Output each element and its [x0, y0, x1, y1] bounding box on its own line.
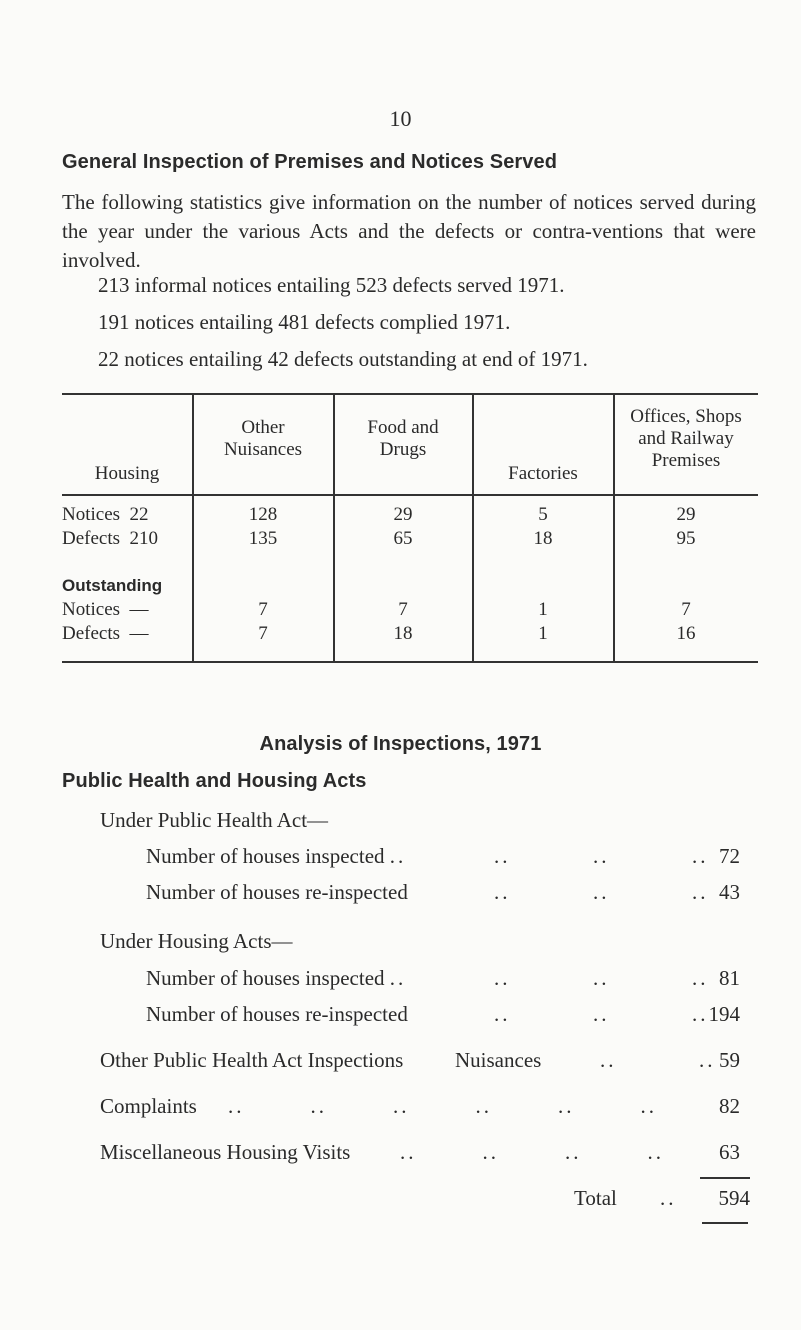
- row-label-text: Defects: [62, 528, 121, 549]
- row-label-notices: [62, 503, 149, 527]
- ph-reinspected-value: 43: [719, 880, 740, 904]
- total-label: Total: [574, 1186, 617, 1210]
- cell-food-out-notices: 7: [398, 599, 408, 620]
- cell-factories-out-defects: 1: [538, 623, 548, 644]
- header-housing: [62, 393, 192, 494]
- leader-dots: .. .. ..: [494, 966, 709, 990]
- ph-reinspected-label: Number of houses re-inspected: [146, 880, 408, 904]
- leader-dots: .. .. ..: [494, 880, 709, 904]
- row-label-value: 210: [129, 528, 159, 549]
- complaints-label: Complaints: [100, 1094, 197, 1118]
- header-food-drugs: [334, 393, 472, 494]
- ph-inspected-label: Number of houses inspected ..: [146, 844, 407, 868]
- cell-offices-defects: 95: [676, 528, 696, 549]
- leader-dots: .. .. .. .. .. ..: [228, 1094, 657, 1118]
- leader-dots: .. ..: [600, 1048, 716, 1072]
- notices-outstanding-line: 22 notices entailing 42 defects outstanding at end of 1971.: [98, 347, 588, 371]
- header-offices-label: Offices, Shops: [630, 406, 742, 427]
- cell-other-defects: 135: [248, 528, 278, 549]
- total-value: 594: [718, 1186, 750, 1210]
- row-label-text: Notices: [62, 504, 121, 525]
- leader-dots: .. .. .. ..: [400, 1140, 664, 1164]
- cell-food-defects: 65: [393, 528, 413, 549]
- misc-housing-visits-label: Miscellaneous Housing Visits: [100, 1140, 351, 1164]
- header-factories: [473, 393, 613, 494]
- ha-inspected-value: 81: [719, 966, 740, 990]
- nuisances-label: Nuisances: [455, 1048, 542, 1072]
- section-heading-general-inspection: General Inspection of Premises and Notices Served: [62, 151, 558, 173]
- informal-notices-line: 213 informal notices entailing 523 defects served 1971.: [98, 273, 565, 297]
- cell-food-out-defects: 18: [393, 623, 413, 644]
- cell-offices-out-defects: 16: [676, 623, 696, 644]
- header-drugs-label: Drugs: [379, 439, 427, 460]
- cell-other-out-defects: 7: [258, 623, 268, 644]
- notices-table: [62, 393, 758, 663]
- other-ph-value: 59: [719, 1048, 740, 1072]
- cell-factories-defects: 18: [533, 528, 553, 549]
- header-food-label: Food and: [367, 417, 439, 438]
- ha-inspected-text: Number of houses inspected: [146, 966, 385, 990]
- row-label-outstanding-defects: [62, 622, 149, 646]
- intro-paragraph: The following statistics give information on the number of notices served during the year under the various Acts and the defects or contra-ventions that were involved.: [62, 190, 756, 272]
- table-header-rule: [62, 494, 758, 496]
- misc-housing-visits-value: 63: [719, 1140, 740, 1164]
- row-label-value: —: [129, 623, 149, 644]
- cell-factories-out-notices: 1: [538, 599, 548, 620]
- ph-inspected-text: Number of houses inspected: [146, 844, 385, 868]
- row-label-value: —: [129, 599, 149, 620]
- row-label-text: Defects: [62, 623, 121, 644]
- notices-complied-line: 191 notices entailing 481 defects complied 1971.: [98, 310, 511, 334]
- header-premises-label: Premises: [651, 450, 721, 471]
- cell-other-notices: 128: [248, 504, 278, 525]
- row-label-defects: [62, 527, 158, 551]
- header-other-nuisances: [193, 393, 333, 494]
- row-label-outstanding-notices: [62, 598, 149, 622]
- ph-inspected-value: 72: [719, 844, 740, 868]
- analysis-heading: Analysis of Inspections, 1971: [259, 733, 542, 755]
- row-label-text: Notices: [62, 599, 121, 620]
- leader-dots: .. .. ..: [494, 844, 709, 868]
- total-top-rule: [700, 1177, 750, 1179]
- leader-dots: ..: [660, 1186, 677, 1210]
- header-other-label: Other: [241, 417, 285, 438]
- other-ph-inspections-label: Other Public Health Act Inspections: [100, 1048, 404, 1072]
- total-bottom-rule: [702, 1222, 748, 1224]
- cell-offices-out-notices: 7: [681, 599, 691, 620]
- leader-dots: .. .. ..: [494, 1002, 709, 1026]
- header-factories-label: Factories: [508, 463, 578, 484]
- ha-reinspected-label: Number of houses re-inspected: [146, 1002, 408, 1026]
- ha-reinspected-value: 194: [708, 1002, 740, 1026]
- cell-factories-notices: 5: [538, 504, 548, 525]
- cell-other-out-notices: 7: [258, 599, 268, 620]
- header-housing-label: Housing: [94, 463, 160, 484]
- table-bottom-rule: [62, 661, 758, 663]
- header-offices-shops: [614, 393, 758, 494]
- row-label-value: 22: [129, 504, 149, 525]
- analysis-subheading: Public Health and Housing Acts: [62, 770, 367, 792]
- row-label-outstanding: Outstanding: [62, 576, 163, 595]
- public-health-act-label: Under Public Health Act—: [100, 808, 329, 832]
- complaints-value: 82: [719, 1094, 740, 1118]
- page-number: 10: [389, 106, 412, 131]
- header-nuisances-label: Nuisances: [223, 439, 303, 460]
- housing-acts-label: Under Housing Acts—: [100, 929, 293, 953]
- cell-food-notices: 29: [393, 504, 413, 525]
- ha-inspected-label: Number of houses inspected ..: [146, 966, 407, 990]
- header-railway-label: and Railway: [638, 428, 734, 449]
- cell-offices-notices: 29: [676, 504, 696, 525]
